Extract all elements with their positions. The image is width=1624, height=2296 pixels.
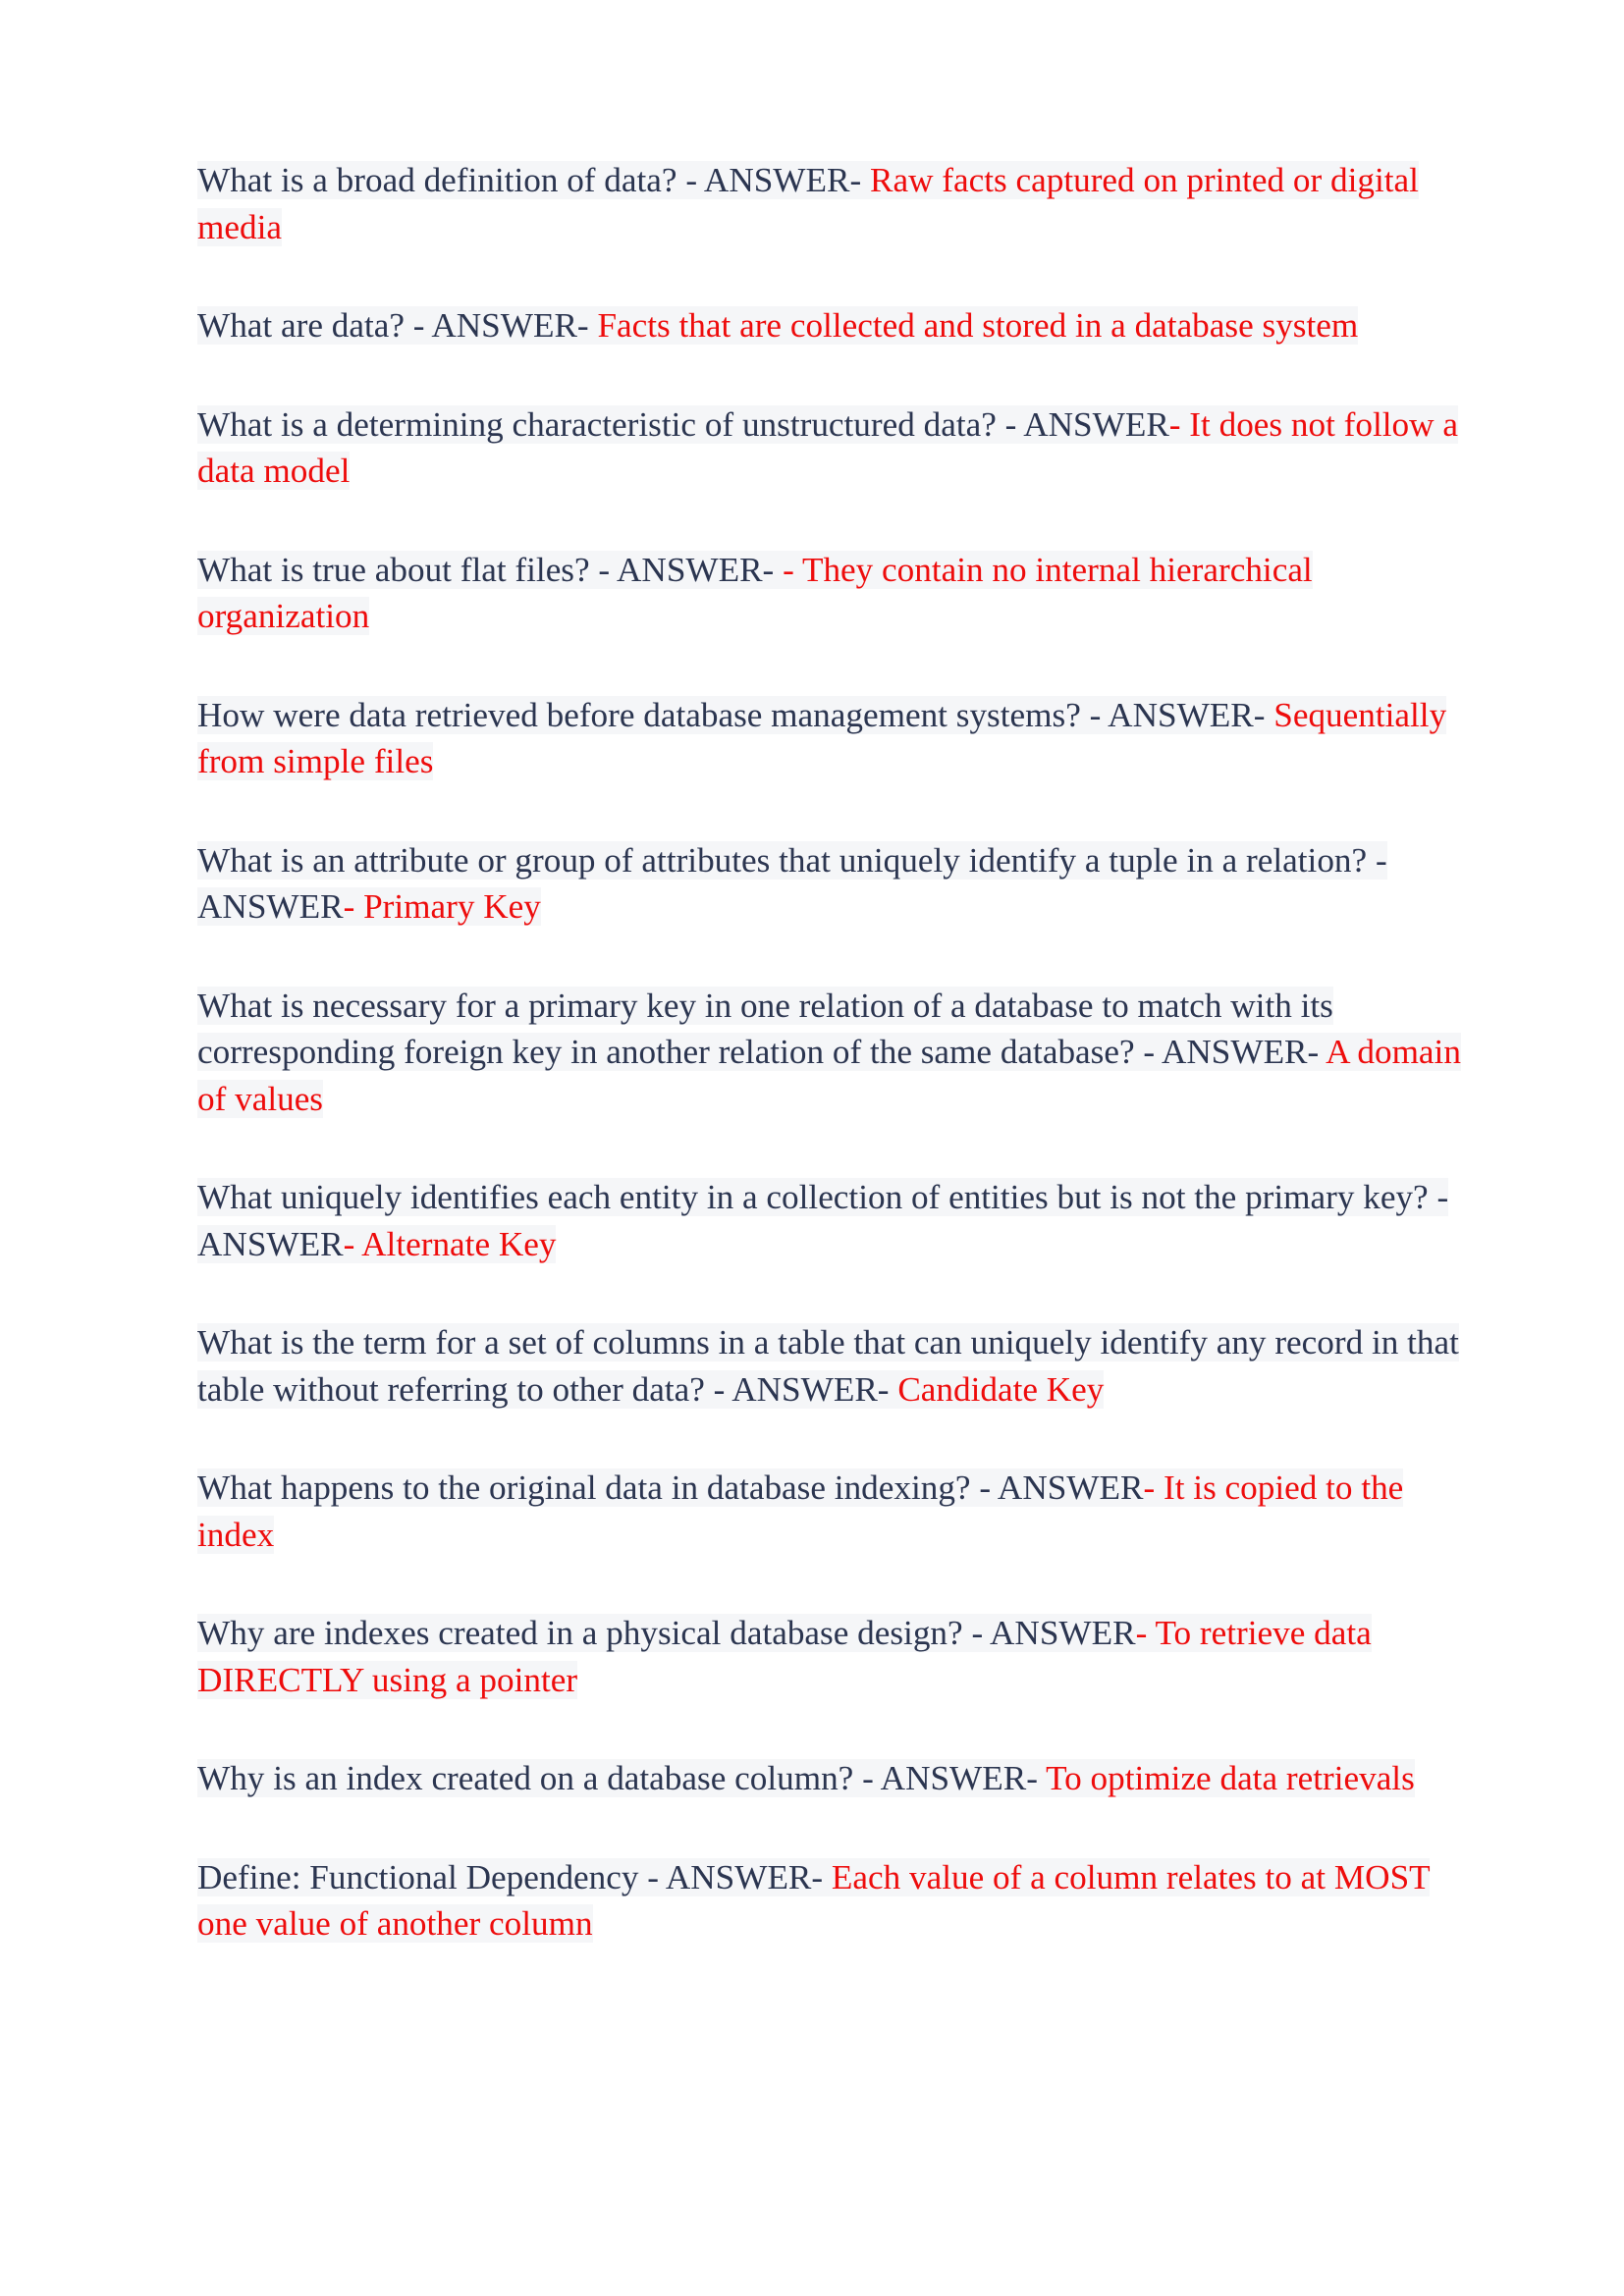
question-text: How were data retrieved before database management systems? (197, 695, 1081, 734)
question-text: What is a broad definition of data? (197, 161, 677, 199)
answer-separator: - ANSWER (197, 840, 1387, 926)
qa-text (197, 405, 1458, 491)
question-text: What is an attribute or group of attributes that uniquely identify a tuple in a relation? (197, 840, 1368, 880)
answer-text: Sequentially from simple files (197, 695, 1447, 780)
qa-item (197, 1319, 1484, 1413)
answer-text: - It is copied to the index (197, 1468, 1404, 1554)
qa-list (197, 157, 1484, 2000)
question-text: What is the term for a set of columns in a table that can uniquely identify any record in that table without referring to other data? (197, 1323, 1459, 1409)
answer-text: - Primary Key (343, 887, 541, 926)
answer-text: Raw facts captured on printed or digital media (197, 161, 1419, 246)
answer-text: Facts that are collected and stored in a database system (597, 306, 1359, 345)
answer-separator: - ANSWER- (589, 550, 784, 589)
qa-item (197, 837, 1484, 931)
question-text: What uniquely identifies each entity in a collection of entities but is not the primary key? (197, 1178, 1429, 1216)
answer-separator: - ANSWER (197, 1178, 1449, 1263)
qa-item (197, 302, 1484, 349)
answer-text: A domain of values (197, 1033, 1461, 1118)
answer-text: To optimize data retrievals (1046, 1759, 1415, 1797)
answer-separator: - ANSWER- (1134, 1033, 1326, 1071)
qa-text (197, 551, 1313, 636)
answer-text: - To retrieve data DIRECTLY using a pointer (197, 1614, 1372, 1699)
answer-separator: - ANSWER- (1080, 695, 1274, 734)
qa-text (197, 161, 1419, 246)
qa-text (197, 1323, 1459, 1409)
answer-separator: - ANSWER- (853, 1759, 1047, 1797)
qa-text (197, 1858, 1430, 1944)
qa-item (197, 983, 1484, 1123)
question-text: What is true about flat files? (197, 550, 590, 589)
qa-item (197, 1854, 1484, 1948)
answer-separator: - ANSWER- (404, 306, 598, 345)
qa-item (197, 1610, 1484, 1703)
answer-text: - It does not follow a data model (197, 404, 1458, 490)
qa-item (197, 1465, 1484, 1558)
question-text: What are data? (197, 306, 405, 345)
answer-text: - Alternate Key (343, 1224, 557, 1263)
answer-separator: - ANSWER- (677, 161, 870, 199)
qa-text (197, 987, 1461, 1118)
qa-text (197, 1759, 1415, 1797)
answer-text: Candidate Key (897, 1369, 1105, 1409)
qa-item (197, 1755, 1484, 1802)
qa-item (197, 157, 1484, 250)
qa-text (197, 696, 1446, 781)
question-text: Why are indexes created in a physical database design? (197, 1614, 963, 1652)
qa-text (197, 841, 1387, 927)
qa-text (197, 1178, 1448, 1263)
answer-text: - They contain no internal hierarchical organization (197, 550, 1313, 635)
answer-separator: - ANSWER- (638, 1857, 832, 1896)
qa-item (197, 1174, 1484, 1267)
answer-separator: - ANSWER (962, 1614, 1136, 1652)
question-text: What is a determining characteristic of unstructured data? (197, 404, 997, 444)
answer-separator: - ANSWER (970, 1468, 1144, 1507)
answer-separator: - ANSWER (996, 404, 1169, 444)
answer-separator: - ANSWER- (704, 1369, 898, 1409)
qa-item (197, 547, 1484, 640)
answer-text: Each value of a column relates to at MOST one value of another column (197, 1857, 1431, 1943)
qa-item (197, 692, 1484, 785)
qa-text (197, 1614, 1372, 1699)
question-text: Define: Functional Dependency (197, 1857, 639, 1896)
question-text: What happens to the original data in database indexing? (197, 1468, 971, 1507)
question-text: What is necessary for a primary key in one relation of a database to match with its corresponding foreign key in another relation of the same database? (197, 986, 1333, 1071)
qa-item (197, 401, 1484, 495)
question-text: Why is an index created on a database column? (197, 1759, 854, 1797)
qa-text (197, 1468, 1403, 1554)
qa-text (197, 306, 1358, 345)
